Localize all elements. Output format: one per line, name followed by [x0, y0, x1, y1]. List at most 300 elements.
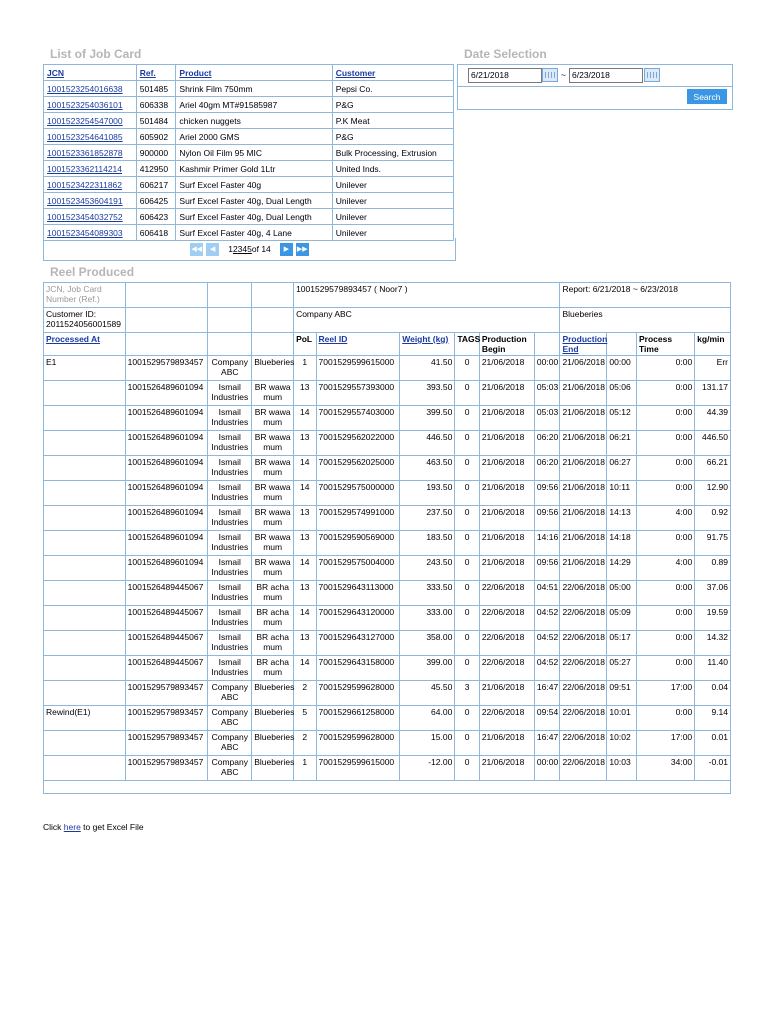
reel-cell-pol: 14	[294, 456, 316, 481]
reel-cell-cust: Ismail Industries	[208, 606, 252, 631]
excel-link-text: Click here to get Excel File	[43, 822, 144, 832]
reel-cell-prod: BR wawa mum	[252, 406, 294, 431]
reel-cell-bt: 04:52	[534, 606, 560, 631]
reel-cell-wt: 446.50	[400, 431, 455, 456]
reel-header: PoL	[294, 333, 316, 356]
jcn-link[interactable]: 1001523453604191	[47, 195, 123, 206]
reel-cell-p	[44, 406, 126, 431]
jcn-link[interactable]: 1001523254016638	[47, 83, 123, 94]
reel-cell-tags: 0	[455, 406, 479, 431]
reel-cell-et: 10:11	[607, 481, 637, 506]
reel-cell-cust: Company ABC	[208, 681, 252, 706]
reel-cell-bt: 04:52	[534, 631, 560, 656]
reel-cell-reel: 7001529599615000	[316, 356, 400, 381]
reel-cell-pol: 13	[294, 581, 316, 606]
jcn-link[interactable]: 1001523254036101	[47, 99, 123, 110]
reel-cell-wt: 358.00	[400, 631, 455, 656]
reel-cell-kg: 37.06	[695, 581, 731, 606]
reel-cell-p	[44, 506, 126, 531]
reel-sort-link[interactable]: Reel ID	[318, 334, 348, 344]
reel-cell-tags: 0	[455, 606, 479, 631]
job-card-header	[136, 65, 176, 81]
reel-cell-prod: Blueberies	[252, 731, 294, 756]
reel-cell-bt: 05:03	[534, 406, 560, 431]
reel-cell-jcn: 1001526489601094	[125, 381, 208, 406]
reel-cell-kg: 0.89	[695, 556, 731, 581]
reel-cell-pol: 14	[294, 656, 316, 681]
job-card-title: List of Job Card	[50, 47, 142, 61]
reel-cell-jcn: 1001529579893457	[125, 681, 208, 706]
reel-cell-bt: 09:56	[534, 506, 560, 531]
reel-cell-tags: 0	[455, 656, 479, 681]
reel-row	[44, 731, 731, 756]
reel-cell-tags: 0	[455, 456, 479, 481]
reel-cell-p	[44, 481, 126, 506]
reel-cell-tags: 0	[455, 581, 479, 606]
jcn-link[interactable]: 1001523454032752	[47, 211, 123, 222]
reel-cell-pol: 13	[294, 531, 316, 556]
reel-cell-reel: 7001529599628000	[316, 681, 400, 706]
reel-cell-pol: 14	[294, 556, 316, 581]
page-links	[228, 244, 271, 254]
reel-cell-pt: 17:00	[637, 681, 695, 706]
reel-cell-ed: 21/06/2018	[560, 556, 607, 581]
job-card-header	[332, 65, 453, 81]
job-card-cell: 605902	[136, 129, 176, 145]
reel-info-row-customer	[44, 308, 731, 333]
reel-header	[607, 333, 637, 356]
reel-cell-tags: 0	[455, 731, 479, 756]
first-page-button[interactable]: ◀◀	[190, 243, 203, 256]
reel-cell-prod: BR acha mum	[252, 631, 294, 656]
reel-cell-et: 05:17	[607, 631, 637, 656]
reel-cell-kg: 0.92	[695, 506, 731, 531]
job-card-cell: 606423	[136, 209, 176, 225]
reel-cell-reel: 7001529643127000	[316, 631, 400, 656]
reel-header	[208, 333, 252, 356]
reel-cell-p	[44, 606, 126, 631]
reel-cell-kg: 0.04	[695, 681, 731, 706]
reel-cell-kg: 66.21	[695, 456, 731, 481]
reel-cell-prod: Blueberies	[252, 706, 294, 731]
reel-cell-cust: Ismail Industries	[208, 456, 252, 481]
reel-cell-jcn: 1001526489445067	[125, 606, 208, 631]
jcn-link[interactable]: 1001523254641085	[47, 131, 123, 142]
page-link[interactable]: 4	[242, 244, 248, 254]
reel-cell-bt: 09:54	[534, 706, 560, 731]
reel-cell-bt: 06:20	[534, 456, 560, 481]
calendar-from-icon[interactable]	[542, 68, 558, 82]
reel-cell-p	[44, 531, 126, 556]
jcn-link[interactable]: 1001523361852878	[47, 147, 123, 158]
reel-cell-reel: 7001529562025000	[316, 456, 400, 481]
reel-cell-et: 00:00	[607, 356, 637, 381]
reel-cell-reel: 7001529643120000	[316, 606, 400, 631]
reel-cell-prod: Blueberies	[252, 681, 294, 706]
reel-cell-reel: 7001529643158000	[316, 656, 400, 681]
reel-cell-wt: 45.50	[400, 681, 455, 706]
reel-header	[534, 333, 560, 356]
job-card-cell	[44, 161, 137, 177]
reel-cell-wt: 193.50	[400, 481, 455, 506]
reel-cell-bt: 16:47	[534, 681, 560, 706]
reel-cell-prod: BR wawa mum	[252, 506, 294, 531]
reel-cell-et: 06:27	[607, 456, 637, 481]
reel-cell-wt: -12.00	[400, 756, 455, 781]
reel-cell-cust: Ismail Industries	[208, 381, 252, 406]
reel-cell-prod: Blueberies	[252, 356, 294, 381]
reel-header: TAGS	[455, 333, 479, 356]
reel-cell-pt: 0:00	[637, 431, 695, 456]
reel-cell-prod: BR wawa mum	[252, 556, 294, 581]
jcn-link[interactable]: 1001523362114214	[47, 163, 123, 174]
job-card-sort-link[interactable]: Ref.	[139, 67, 156, 78]
reel-row	[44, 481, 731, 506]
reel-cell-prod: BR wawa mum	[252, 456, 294, 481]
job-card-sort-link[interactable]: JCN	[47, 67, 65, 78]
reel-header	[560, 333, 607, 356]
reel-cell-reel: 7001529590569000	[316, 531, 400, 556]
reel-cell-pol: 13	[294, 381, 316, 406]
reel-cell-bt: 14:16	[534, 531, 560, 556]
reel-cell-pt: 0:00	[637, 531, 695, 556]
reel-cell-et: 10:03	[607, 756, 637, 781]
reel-cell-prod: BR acha mum	[252, 581, 294, 606]
reel-cell-jcn: 1001526489601094	[125, 506, 208, 531]
reel-cell-pt: 0:00	[637, 606, 695, 631]
reel-cell-pt: 0:00	[637, 581, 695, 606]
reel-cell-bt: 00:00	[534, 356, 560, 381]
job-card-cell: 606217	[136, 177, 176, 193]
reel-cell-bd: 21/06/2018	[479, 531, 534, 556]
reel-cell-jcn: 1001526489445067	[125, 656, 208, 681]
reel-cell-reel: 7001529643113000	[316, 581, 400, 606]
reel-cell-prod: BR acha mum	[252, 606, 294, 631]
reel-row	[44, 406, 731, 431]
job-card-cell: P.K Meat	[332, 113, 453, 129]
job-card-cell: Nylon Oil Film 95 MIC	[176, 145, 332, 161]
date-from-input[interactable]: 6/21/2018	[468, 68, 542, 83]
reel-row	[44, 431, 731, 456]
reel-cell-ed: 22/06/2018	[560, 681, 607, 706]
job-card-row	[44, 177, 454, 193]
reel-cell-p	[44, 456, 126, 481]
reel-header	[316, 333, 400, 356]
reel-produced-title: Reel Produced	[50, 265, 135, 279]
reel-cell-jcn: 1001529579893457	[125, 756, 208, 781]
job-card-cell	[44, 193, 137, 209]
reel-cell-jcn: 1001526489445067	[125, 631, 208, 656]
reel-cell-jcn: 1001529579893457	[125, 706, 208, 731]
job-card-cell: Surf Excel Faster 40g, Dual Length	[176, 209, 332, 225]
reel-cell-pt: 0:00	[637, 356, 695, 381]
job-card-cell	[44, 81, 137, 97]
reel-cell-et: 09:51	[607, 681, 637, 706]
job-card-row	[44, 81, 454, 97]
reel-cell-ed: 21/06/2018	[560, 356, 607, 381]
reel-cell-reel: 7001529557393000	[316, 381, 400, 406]
reel-cell-kg: 9.14	[695, 706, 731, 731]
reel-cell-bd: 22/06/2018	[479, 581, 534, 606]
prev-page-button[interactable]: ◀	[206, 243, 219, 256]
reel-header	[125, 333, 208, 356]
reel-cell-prod: Blueberies	[252, 756, 294, 781]
reel-cell-reel: 7001529575004000	[316, 556, 400, 581]
customer-id: Customer ID: 2011524056001589	[44, 308, 126, 333]
reel-cell-p	[44, 431, 126, 456]
reel-cell-pol: 5	[294, 706, 316, 731]
reel-cell-kg: -0.01	[695, 756, 731, 781]
reel-cell-et: 10:01	[607, 706, 637, 731]
reel-cell-bd: 21/06/2018	[479, 381, 534, 406]
job-card-cell: Ariel 40gm MT#91585987	[176, 97, 332, 113]
reel-cell-bt: 09:56	[534, 556, 560, 581]
reel-cell-et: 14:13	[607, 506, 637, 531]
reel-cell-cust: Company ABC	[208, 706, 252, 731]
reel-cell-kg: 446.50	[695, 431, 731, 456]
job-card-pager	[43, 238, 456, 261]
job-card-row	[44, 113, 454, 129]
reel-cell-ed: 22/06/2018	[560, 656, 607, 681]
reel-cell-cust: Ismail Industries	[208, 556, 252, 581]
reel-cell-wt: 399.50	[400, 406, 455, 431]
reel-header	[44, 333, 126, 356]
reel-cell-kg: 11.40	[695, 656, 731, 681]
reel-cell-tags: 0	[455, 356, 479, 381]
reel-cell-wt: 393.50	[400, 381, 455, 406]
reel-cell-kg: 0.01	[695, 731, 731, 756]
reel-row	[44, 456, 731, 481]
reel-cell-cust: Ismail Industries	[208, 656, 252, 681]
job-card-cell	[44, 129, 137, 145]
reel-cell-cust: Ismail Industries	[208, 631, 252, 656]
reel-cell-p	[44, 756, 126, 781]
reel-cell-p	[44, 731, 126, 756]
job-card-cell	[44, 97, 137, 113]
reel-cell-cust: Ismail Industries	[208, 481, 252, 506]
reel-cell-pt: 0:00	[637, 631, 695, 656]
reel-cell-bd: 22/06/2018	[479, 606, 534, 631]
reel-cell-tags: 0	[455, 431, 479, 456]
job-card-cell: 606418	[136, 225, 176, 241]
reel-cell-p	[44, 631, 126, 656]
reel-cell-bd: 21/06/2018	[479, 406, 534, 431]
reel-sort-link[interactable]: Production End	[562, 334, 608, 354]
reel-cell-ed: 22/06/2018	[560, 581, 607, 606]
job-card-header	[176, 65, 332, 81]
reel-cell-ed: 22/06/2018	[560, 606, 607, 631]
reel-cell-wt: 15.00	[400, 731, 455, 756]
reel-cell-prod: BR wawa mum	[252, 381, 294, 406]
job-card-row	[44, 193, 454, 209]
page-link[interactable]: 1	[228, 244, 233, 254]
reel-cell-pol: 14	[294, 481, 316, 506]
reel-cell-kg: Err	[695, 356, 731, 381]
jcn-value: 1001529579893457 ( Noor7 )	[294, 283, 560, 308]
job-card-row	[44, 161, 454, 177]
reel-cell-pt: 34:00	[637, 756, 695, 781]
reel-cell-kg: 91.75	[695, 531, 731, 556]
reel-cell-ed: 21/06/2018	[560, 481, 607, 506]
reel-cell-prod: BR wawa mum	[252, 481, 294, 506]
date-to-input[interactable]: 6/23/2018	[569, 68, 643, 83]
job-card-header	[44, 65, 137, 81]
reel-cell-ed: 22/06/2018	[560, 756, 607, 781]
job-card-sort-link[interactable]: Product	[179, 67, 212, 78]
job-card-cell: 501485	[136, 81, 176, 97]
reel-cell-cust: Ismail Industries	[208, 581, 252, 606]
reel-cell-prod: BR acha mum	[252, 656, 294, 681]
reel-cell-et: 05:00	[607, 581, 637, 606]
product-name: Blueberies	[560, 308, 731, 333]
reel-cell-cust: Company ABC	[208, 731, 252, 756]
job-card-cell: P&G	[332, 97, 453, 113]
reel-cell-cust: Ismail Industries	[208, 406, 252, 431]
job-card-row	[44, 145, 454, 161]
reel-cell-tags: 0	[455, 381, 479, 406]
reel-cell-pt: 4:00	[637, 556, 695, 581]
reel-cell-bd: 22/06/2018	[479, 656, 534, 681]
reel-cell-wt: 333.50	[400, 581, 455, 606]
reel-row	[44, 356, 731, 381]
reel-cell-jcn: 1001526489601094	[125, 406, 208, 431]
reel-cell-prod: BR wawa mum	[252, 431, 294, 456]
jcn-link[interactable]: 1001523254547000	[47, 115, 123, 126]
job-card-cell: 606425	[136, 193, 176, 209]
reel-cell-p: Rewind(E1)	[44, 706, 126, 731]
reel-cell-pol: 13	[294, 631, 316, 656]
job-card-cell	[44, 145, 137, 161]
reel-header	[252, 333, 294, 356]
job-card-cell: P&G	[332, 129, 453, 145]
job-card-sort-link[interactable]: Customer	[335, 67, 376, 78]
reel-cell-ed: 21/06/2018	[560, 456, 607, 481]
reel-cell-wt: 333.00	[400, 606, 455, 631]
reel-cell-bd: 21/06/2018	[479, 681, 534, 706]
reel-cell-tags: 3	[455, 681, 479, 706]
reel-cell-ed: 22/06/2018	[560, 631, 607, 656]
job-card-cell: Surf Excel Faster 40g, Dual Length	[176, 193, 332, 209]
reel-cell-cust: Company ABC	[208, 756, 252, 781]
search-button[interactable]: Search	[687, 89, 727, 104]
page-link[interactable]: 3	[237, 244, 243, 254]
reel-cell-pol: 14	[294, 406, 316, 431]
reel-cell-pol: 1	[294, 356, 316, 381]
reel-cell-bd: 21/06/2018	[479, 481, 534, 506]
jcn-link[interactable]: 1001523454089303	[47, 227, 123, 238]
reel-cell-bd: 22/06/2018	[479, 706, 534, 731]
reel-cell-jcn: 1001526489601094	[125, 481, 208, 506]
job-card-row	[44, 129, 454, 145]
reel-cell-pol: 13	[294, 431, 316, 456]
reel-cell-p	[44, 581, 126, 606]
reel-cell-pol: 13	[294, 506, 316, 531]
job-card-cell: Unilever	[332, 209, 453, 225]
reel-cell-reel: 7001529661258000	[316, 706, 400, 731]
job-card-cell: 412950	[136, 161, 176, 177]
company-name: Company ABC	[294, 308, 560, 333]
reel-cell-cust: Ismail Industries	[208, 431, 252, 456]
reel-cell-et: 05:06	[607, 381, 637, 406]
calendar-to-icon[interactable]	[644, 68, 660, 82]
reel-cell-bd: 21/06/2018	[479, 431, 534, 456]
reel-cell-tags: 0	[455, 506, 479, 531]
job-card-cell: 606338	[136, 97, 176, 113]
next-page-button[interactable]: ▶	[280, 243, 293, 256]
reel-cell-reel: 7001529599628000	[316, 731, 400, 756]
reel-sort-link[interactable]: Weight (kg)	[402, 334, 449, 344]
reel-cell-pt: 0:00	[637, 481, 695, 506]
reel-cell-bd: 21/06/2018	[479, 356, 534, 381]
reel-cell-ed: 21/06/2018	[560, 431, 607, 456]
reel-sort-link[interactable]: Processed At	[46, 334, 101, 344]
reel-cell-p	[44, 381, 126, 406]
reel-header: Process Time	[637, 333, 695, 356]
reel-cell-jcn: 1001529579893457	[125, 356, 208, 381]
reel-cell-tags: 0	[455, 756, 479, 781]
reel-cell-bd: 21/06/2018	[479, 456, 534, 481]
reel-cell-kg: 44.39	[695, 406, 731, 431]
reel-cell-ed: 21/06/2018	[560, 381, 607, 406]
reel-cell-bd: 21/06/2018	[479, 556, 534, 581]
job-card-row	[44, 209, 454, 225]
reel-cell-wt: 237.50	[400, 506, 455, 531]
reel-header	[400, 333, 455, 356]
job-card-cell: United Inds.	[332, 161, 453, 177]
job-card-cell: Unilever	[332, 225, 453, 241]
reel-cell-kg: 12.90	[695, 481, 731, 506]
job-card-cell: Bulk Processing, Extrusion	[332, 145, 453, 161]
date-separator: ~	[561, 70, 566, 80]
reel-cell-bd: 21/06/2018	[479, 731, 534, 756]
jcn-link[interactable]: 1001523422311862	[47, 179, 123, 190]
reel-cell-bd: 22/06/2018	[479, 631, 534, 656]
reel-empty-row	[44, 781, 731, 794]
job-card-cell: Ariel 2000 GMS	[176, 129, 332, 145]
reel-row	[44, 606, 731, 631]
last-page-button[interactable]: ▶▶	[296, 243, 309, 256]
job-card-cell	[44, 209, 137, 225]
reel-cell-wt: 41.50	[400, 356, 455, 381]
reel-table	[43, 282, 731, 794]
reel-cell-jcn: 1001526489601094	[125, 556, 208, 581]
reel-cell-et: 06:21	[607, 431, 637, 456]
page-link[interactable]: 2	[232, 244, 238, 254]
reel-header-row	[44, 333, 731, 356]
reel-cell-kg: 131.17	[695, 381, 731, 406]
reel-cell-wt: 64.00	[400, 706, 455, 731]
reel-info-row-jcn	[44, 283, 731, 308]
reel-cell-bd: 21/06/2018	[479, 506, 534, 531]
reel-cell-pt: 4:00	[637, 506, 695, 531]
reel-empty-cell	[44, 781, 731, 794]
reel-cell-tags: 0	[455, 531, 479, 556]
job-card-cell	[44, 113, 137, 129]
reel-cell-et: 05:12	[607, 406, 637, 431]
job-card-cell: Unilever	[332, 177, 453, 193]
page-link[interactable]: 5	[247, 244, 252, 254]
job-card-cell: Surf Excel Faster 40g	[176, 177, 332, 193]
reel-row	[44, 631, 731, 656]
reel-row	[44, 756, 731, 781]
reel-cell-ed: 22/06/2018	[560, 706, 607, 731]
reel-cell-p	[44, 656, 126, 681]
job-card-cell: Unilever	[332, 193, 453, 209]
reel-header: Production Begin	[479, 333, 534, 356]
excel-download-link[interactable]: here	[63, 822, 81, 832]
job-card-cell: Shrink Film 750mm	[176, 81, 332, 97]
job-card-cell	[44, 177, 137, 193]
